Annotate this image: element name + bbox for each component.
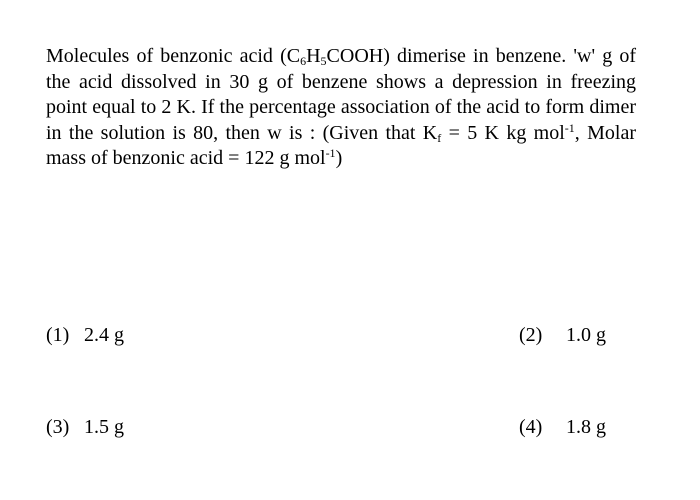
option-value: 1.0 g: [566, 324, 606, 346]
superscript: -1: [325, 146, 336, 160]
option-value: 2.4 g: [84, 324, 124, 346]
subscript: f: [437, 130, 442, 145]
question-part: , Molar mass of benzonic acid = 122 g mol: [46, 121, 636, 169]
option-value: 1.8 g: [566, 416, 606, 438]
option-number: (1): [46, 324, 70, 346]
option-2[interactable]: [519, 323, 606, 347]
question-part: = 5 K kg mol: [441, 121, 565, 144]
option-value: 1.5 g: [84, 416, 124, 438]
option-number: (2): [519, 324, 543, 346]
question-part: ): [335, 147, 343, 169]
option-number: (4): [519, 416, 543, 438]
question-part: Molecules of benzonic acid (C: [46, 45, 301, 67]
option-4[interactable]: [519, 415, 606, 439]
subscript: 5: [320, 54, 327, 68]
question-text: [46, 44, 636, 172]
superscript: -1: [564, 120, 575, 135]
option-1[interactable]: [46, 323, 124, 347]
question-part: H: [306, 45, 321, 67]
subscript: 6: [300, 54, 307, 68]
option-3[interactable]: [46, 415, 124, 439]
question-part: COOH) dimerise in benzene. 'w' g of the acid dissolved in 30 g of benzene shows a depression in freezing point equal to 2 K. If the percentage association of the acid to form dimer in the solution is 80, then w is : (Given that K: [46, 45, 637, 144]
option-number: (3): [46, 416, 70, 438]
